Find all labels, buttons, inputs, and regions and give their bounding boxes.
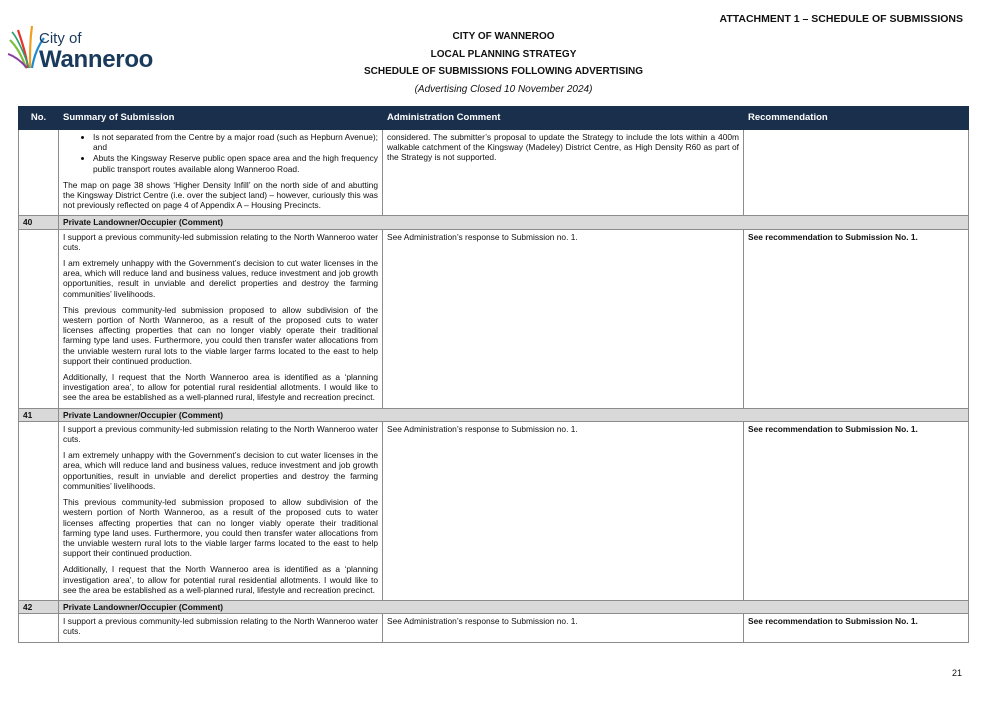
header-comment: Administration Comment [383,107,744,130]
title-schedule: SCHEDULE OF SUBMISSIONS FOLLOWING ADVERTISING [363,66,644,77]
table-row [19,130,969,216]
header-recommendation: Recommendation [744,107,969,130]
cell-no [19,130,59,216]
cell-recommendation: See recommendation to Submission No. 1. [744,229,969,408]
submissions-table [18,106,969,643]
section-row [19,408,969,421]
summary-paragraph: Additionally, I request that the North Wanneroo area is identified as a ‘planning investigation area’, to allow for potential rural residential allotments. I would like to see the area be established as a well-planned rural, lifestyle and recreation precinct. [63,564,378,595]
summary-paragraph: I am extremely unhappy with the Government’s decision to cut water licenses in the area, which will reduce land and business values, reduce investment and job growth opportunities, result in unviable and derelict properties and destroy the farming communities’ livelihoods. [63,450,378,491]
title-city: CITY OF WANNEROO [452,31,555,42]
section-row [19,600,969,613]
comment-text: considered. The submitter’s proposal to update the Strategy to include the lots within a 400m walkable catchment of the Kingsway (Madeley) District Centre, as High Density R60 as part of the Strategy is not supported. [387,132,739,163]
cell-comment [383,130,744,216]
table-row [19,421,969,600]
submission-title: Private Landowner/Occupier (Comment) [59,600,969,613]
submission-no: 40 [19,216,59,229]
cell-comment [383,229,744,408]
submission-title: Private Landowner/Occupier (Comment) [59,216,969,229]
cell-summary [59,614,383,642]
header-no: No. [19,107,59,130]
cell-summary [59,130,383,216]
summary-paragraph: The map on page 38 shows ‘Higher Density Infill’ on the north side of and abutting the Kingsway District Centre (i.e. over the subject land) – however, curiously this was not previously reflected on page 4 of Appendix A – Housing Precincts. [63,179,378,211]
page-number: 21 [951,668,962,678]
cell-summary [59,229,383,408]
summary-paragraph: This previous community-led submission proposed to allow subdivision of the western portion of North Wanneroo, as a result of the proposed cuts to water licenses affecting properties that can no longer viably operate their traditional farming type land uses. Furthermore, you could then transfer water allocations from the unviable western rural lots to the viable larger farms located to the east to help support their continued production. [63,304,378,366]
summary-paragraph: I support a previous community-led submission relating to the North Wanneroo water cuts. [63,616,378,637]
title-strategy: LOCAL PLANNING STRATEGY [430,48,577,60]
header-summary: Summary of Submission [59,107,383,130]
attachment-label: ATTACHMENT 1 – SCHEDULE OF SUBMISSIONS [719,13,963,25]
section-row [19,216,969,229]
cell-comment [383,421,744,600]
logo-text-city: City of [39,30,82,47]
cell-recommendation: See recommendation to Submission No. 1. [744,421,969,600]
comment-text: See Administration’s response to Submission no. 1. [387,231,578,242]
submission-title: Private Landowner/Occupier (Comment) [59,408,969,421]
cell-no [19,229,59,408]
summary-paragraph: I support a previous community-led submission relating to the North Wanneroo water cuts. [63,231,378,252]
cell-no [19,614,59,642]
table-row [19,229,969,408]
cell-recommendation: See recommendation to Submission No. 1. [744,614,969,642]
bullet-list [63,132,378,174]
summary-paragraph: This previous community-led submission proposed to allow subdivision of the western portion of North Wanneroo, as a result of the proposed cuts to water licenses affecting properties that can no longer viably operate their traditional farming type land uses. Furthermore, you could then transfer water allocations from the unviable western rural lots to the viable larger farms located to the east to help support their continued production. [63,497,378,559]
bullet-item: • Abuts the Kingsway Reserve public open space area and the high frequency public transport routes available along Wanneroo Road. [93,153,378,173]
document-titles [0,28,1007,98]
cell-summary [59,421,383,600]
comment-text: See Administration’s response to Submission no. 1. [387,616,578,627]
cell-comment [383,614,744,642]
title-subtitle: (Advertising Closed 10 November 2024) [414,83,593,95]
cell-no [19,421,59,600]
table-header-row [19,107,969,130]
submission-no: 42 [19,600,59,613]
summary-paragraph: I am extremely unhappy with the Government’s decision to cut water licenses in the area, which will reduce land and business values, reduce investment and job growth opportunities, result in unviable and derelict properties and destroy the farming communities’ livelihoods. [63,258,378,299]
comment-text: See Administration’s response to Submission no. 1. [387,423,578,434]
bullet-item: • Is not separated from the Centre by a major road (such as Hepburn Avenue); and [93,132,378,152]
logo-text-wanneroo: Wanneroo [39,46,154,73]
submission-no: 41 [19,408,59,421]
table-row [19,614,969,642]
cell-recommendation [744,130,969,216]
summary-paragraph: Additionally, I request that the North Wanneroo area is identified as a ‘planning investigation area’, to allow for potential rural residential allotments. I would like to see the area be established as a well-planned rural, lifestyle and recreation precinct. [63,372,378,403]
summary-paragraph: I support a previous community-led submission relating to the North Wanneroo water cuts. [63,423,378,445]
